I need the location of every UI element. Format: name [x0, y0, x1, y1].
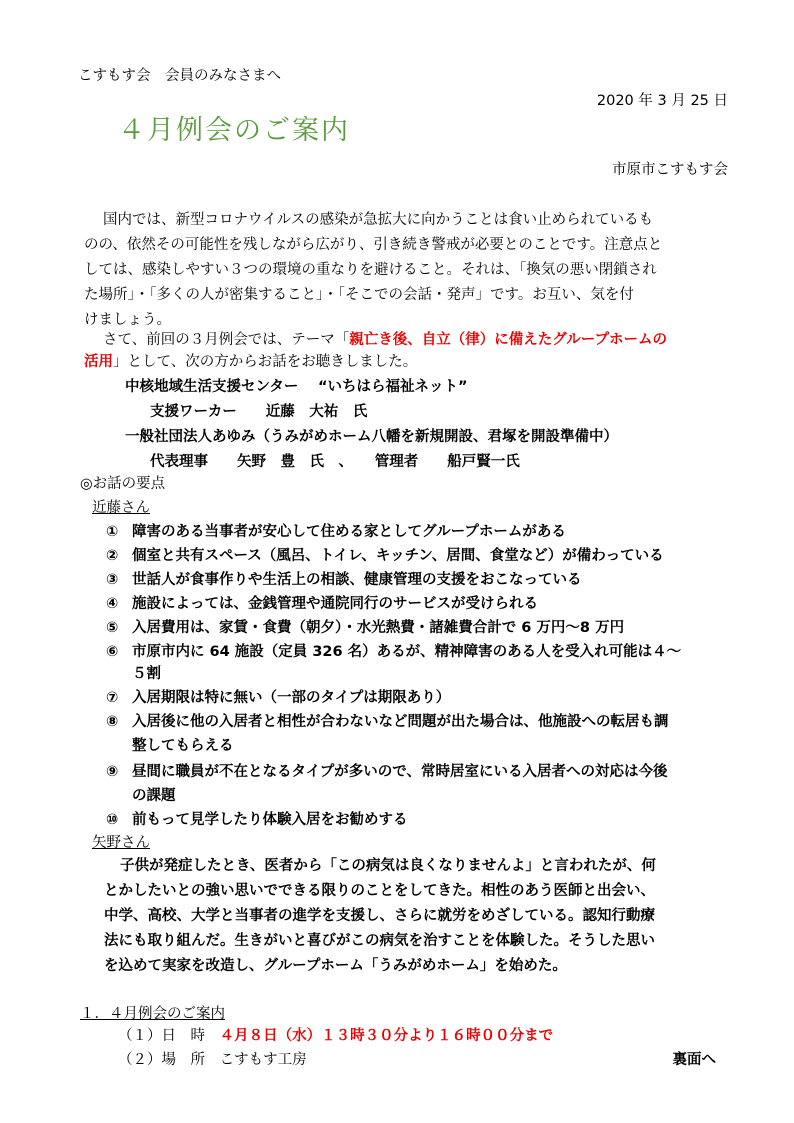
- intro-line: た場所」・「多くの人が密集すること」・「そこでの会話・発声」です。お互い、気を付: [84, 287, 634, 303]
- yano-line: 子供が発症したとき、医者から「この病気は良くなりませんよ」と言われたが、何: [120, 858, 656, 874]
- yano-line: 法にも取り組んだ。生きがいと喜びがこの病気を治すことを体験した。そうした思い: [104, 933, 655, 949]
- intro-line: けましょう。: [84, 312, 171, 328]
- where-row: [118, 1050, 307, 1070]
- speaker1-org: 中核地域生活支援センター “いちはら福祉ネット”: [125, 379, 468, 395]
- list-item: ③ 世話人が食事作りや生活上の相談、健康管理の支援をおこなっている: [106, 572, 582, 588]
- list-item: ⑩ 前もって見学したり体験入居をお勧めする: [106, 812, 408, 828]
- intro-line: 国内では、新型コロナウイルスの感染が急拡大に向かうことは食い止められているも: [103, 212, 654, 228]
- list-item: ② 個室と共有スペース（風呂、トイレ、キッチン、居間、食堂など）が備わっている: [106, 548, 664, 564]
- sender: 市原市こすもす会: [612, 162, 728, 178]
- april-heading: １．４月例会のご案内: [80, 1006, 225, 1022]
- speaker1-role: 支援ワーカー 近藤 大祐 氏: [150, 404, 368, 420]
- list-item-continuation: 整してもらえる: [132, 738, 234, 754]
- speaker2-role: 代表理事 矢野 豊 氏 、 管理者 船戸賢一氏: [150, 454, 520, 470]
- page-title: ４月例会のご案内: [118, 115, 350, 146]
- document-date: 2020 年 3 月 25 日: [596, 93, 728, 109]
- theme-text: 活用: [84, 354, 113, 370]
- prev-meeting-text: 」として、次の方からお話をお聴きしました。: [113, 354, 418, 370]
- theme-text: 親亡き後、自立（律）に備えたグループホームの: [349, 332, 668, 348]
- yano-line: を込めて実家を改造し、グループホーム「うみがめホーム」を始めた。: [104, 958, 567, 974]
- list-item: ⑥ 市原市内に 64 施設（定員 326 名）あるが、精神障害のある人を受入れ可能は４～: [106, 644, 682, 660]
- list-item: ⑦ 入居期限は特に無い（一部のタイプは期限あり）: [106, 690, 451, 706]
- intro-line: しては、感染しやすい３つの環境の重なりを避けること。それは、「換気の悪い閉鎖され: [84, 262, 657, 278]
- intro-line: のの、依然その可能性を残しながら広がり、引き続き警戒が必要とのことです。注意点と: [84, 237, 663, 253]
- addressee: こすもす会 会員のみなさまへ: [78, 68, 281, 84]
- kondo-name: 近藤さん: [92, 500, 150, 516]
- list-item: ⑤ 入居費用は、家賃・食費（朝夕）・水光熱費・諸雑費合計で 6 万円～8 万円: [106, 620, 625, 636]
- yano-line: とかしたいとの強い思いでできる限りのことをしてきた。相性のあう医師と出会い、: [104, 883, 655, 899]
- next-page-note: 裏面へ: [672, 1052, 716, 1068]
- list-item: ④ 施設によっては、金銭管理や通院同行のサービスが受けられる: [106, 596, 538, 612]
- list-item: ⑧ 入居後に他の入居者と相性が合わないなど問題が出た場合は、他施設への転居も調: [106, 714, 669, 730]
- prev-meeting-line: [103, 330, 667, 350]
- prev-meeting-text: さて、前回の３月例会では、テーマ「: [103, 332, 350, 348]
- where-value: こすもす工房: [219, 1052, 307, 1068]
- summary-heading: ◎お話の要点: [80, 476, 166, 492]
- when-label: （１）日 時: [118, 1028, 205, 1044]
- yano-name: 矢野さん: [92, 835, 150, 851]
- yano-line: 中学、高校、大学と当事者の進学を支援し、さらに就労をめざしている。認知行動療: [104, 908, 655, 924]
- list-item-continuation: ５割: [132, 666, 161, 682]
- speaker2-org: 一般社団法人あゆみ（うみがめホーム八幡を新規開設、君塚を開設準備中）: [125, 429, 618, 445]
- when-row: [118, 1026, 553, 1046]
- where-label: （２）場 所: [118, 1052, 205, 1068]
- prev-meeting-line: [84, 352, 417, 372]
- list-item: ① 障害のある当事者が安心して住める家としてグループホームがある: [106, 524, 566, 540]
- when-value: ４月８日（水）１３時３０分より１６時００分まで: [219, 1028, 554, 1044]
- list-item-continuation: の課題: [132, 788, 176, 804]
- list-item: ⑨ 昼間に職員が不在となるタイプが多いので、常時居室にいる入居者への対応は今後: [106, 764, 668, 780]
